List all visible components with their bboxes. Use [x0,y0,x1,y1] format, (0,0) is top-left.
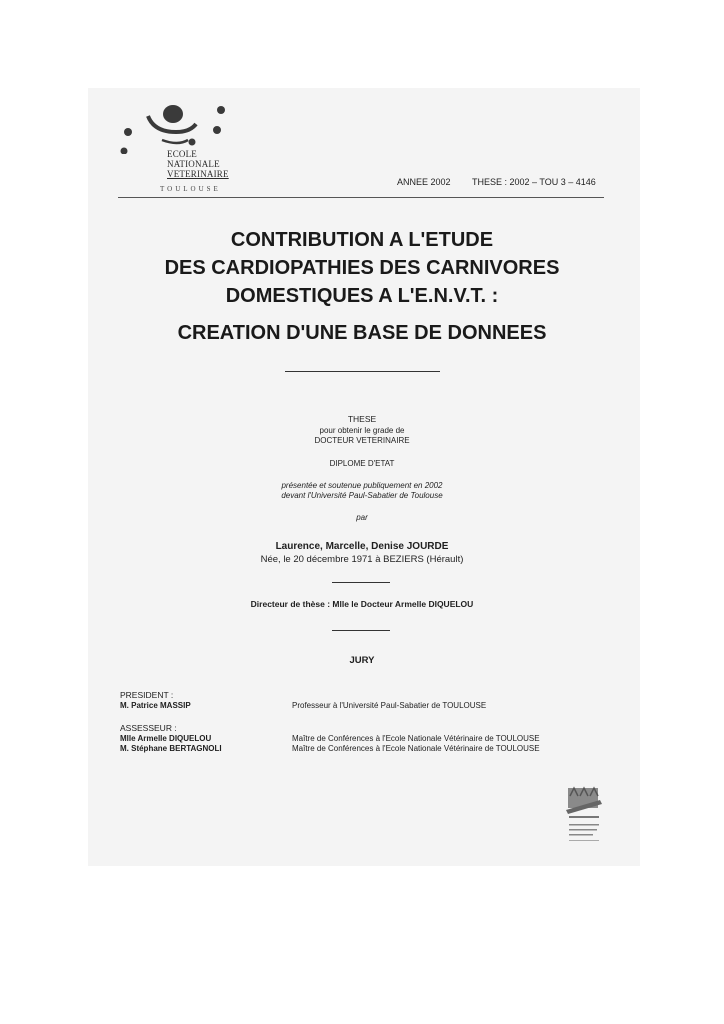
grade-text: DOCTEUR VETERINAIRE [314,436,410,445]
school-name-line: NATIONALE [167,159,220,169]
title-divider [285,371,440,372]
author-birth: Née, le 20 décembre 1971 à BEZIERS (Hérault) [260,554,464,565]
thesis-reference: THESE : 2002 – TOU 3 – 4146 [472,177,596,187]
year-label: ANNEE 2002 [397,177,451,187]
assesseur-role: Maître de Conférences à l'Ecole Nationale Vétérinaire de TOULOUSE [292,734,540,743]
thesis-title [110,226,614,347]
ministry-logo-icon [560,786,608,846]
assesseur-name: M. Stéphane BERTAGNOLI [120,744,222,753]
university-text: devant l'Université Paul-Sabatier de Toulouse [281,491,443,500]
jury-heading: JURY [349,655,375,666]
school-name-line: ECOLE [167,149,197,159]
these-label: THESE [347,414,377,424]
diplome-text: DIPLOME D'ETAT [329,459,395,468]
school-name-line: VETERINAIRE [167,169,229,179]
school-name [167,149,229,179]
assesseur-name: Mlle Armelle DIQUELOU [120,734,212,743]
president-label: PRESIDENT : [120,690,174,700]
assesseur-role: Maître de Conférences à l'Ecole Nationale Vétérinaire de TOULOUSE [292,744,540,753]
president-name: M. Patrice MASSIP [120,701,191,710]
title-line: CREATION D'UNE BASE DE DONNEES [177,322,547,344]
header-divider [118,197,604,198]
school-city: TOULOUSE [160,185,221,193]
title-line: DES CARDIOPATHIES DES CARNIVORES [164,257,560,279]
author-name: Laurence, Marcelle, Denise JOURDE [275,541,449,552]
title-line: DOMESTIQUES A L'E.N.V.T. : [225,285,499,307]
title-line: CONTRIBUTION A L'ETUDE [230,229,494,251]
assesseur-label: ASSESSEUR : [120,723,177,733]
presentee-text: présentée et soutenue publiquement en 2002 [281,481,443,490]
thesis-director: Directeur de thèse : Mlle le Docteur Armelle DIQUELOU [250,599,474,609]
author-divider [332,582,390,583]
director-divider [332,630,390,631]
president-role: Professeur à l'Université Paul-Sabatier de TOULOUSE [292,701,487,710]
pour-obtenir-text: pour obtenir le grade de [319,426,405,435]
par-text: par [356,513,368,522]
school-logo-icon [118,102,230,154]
